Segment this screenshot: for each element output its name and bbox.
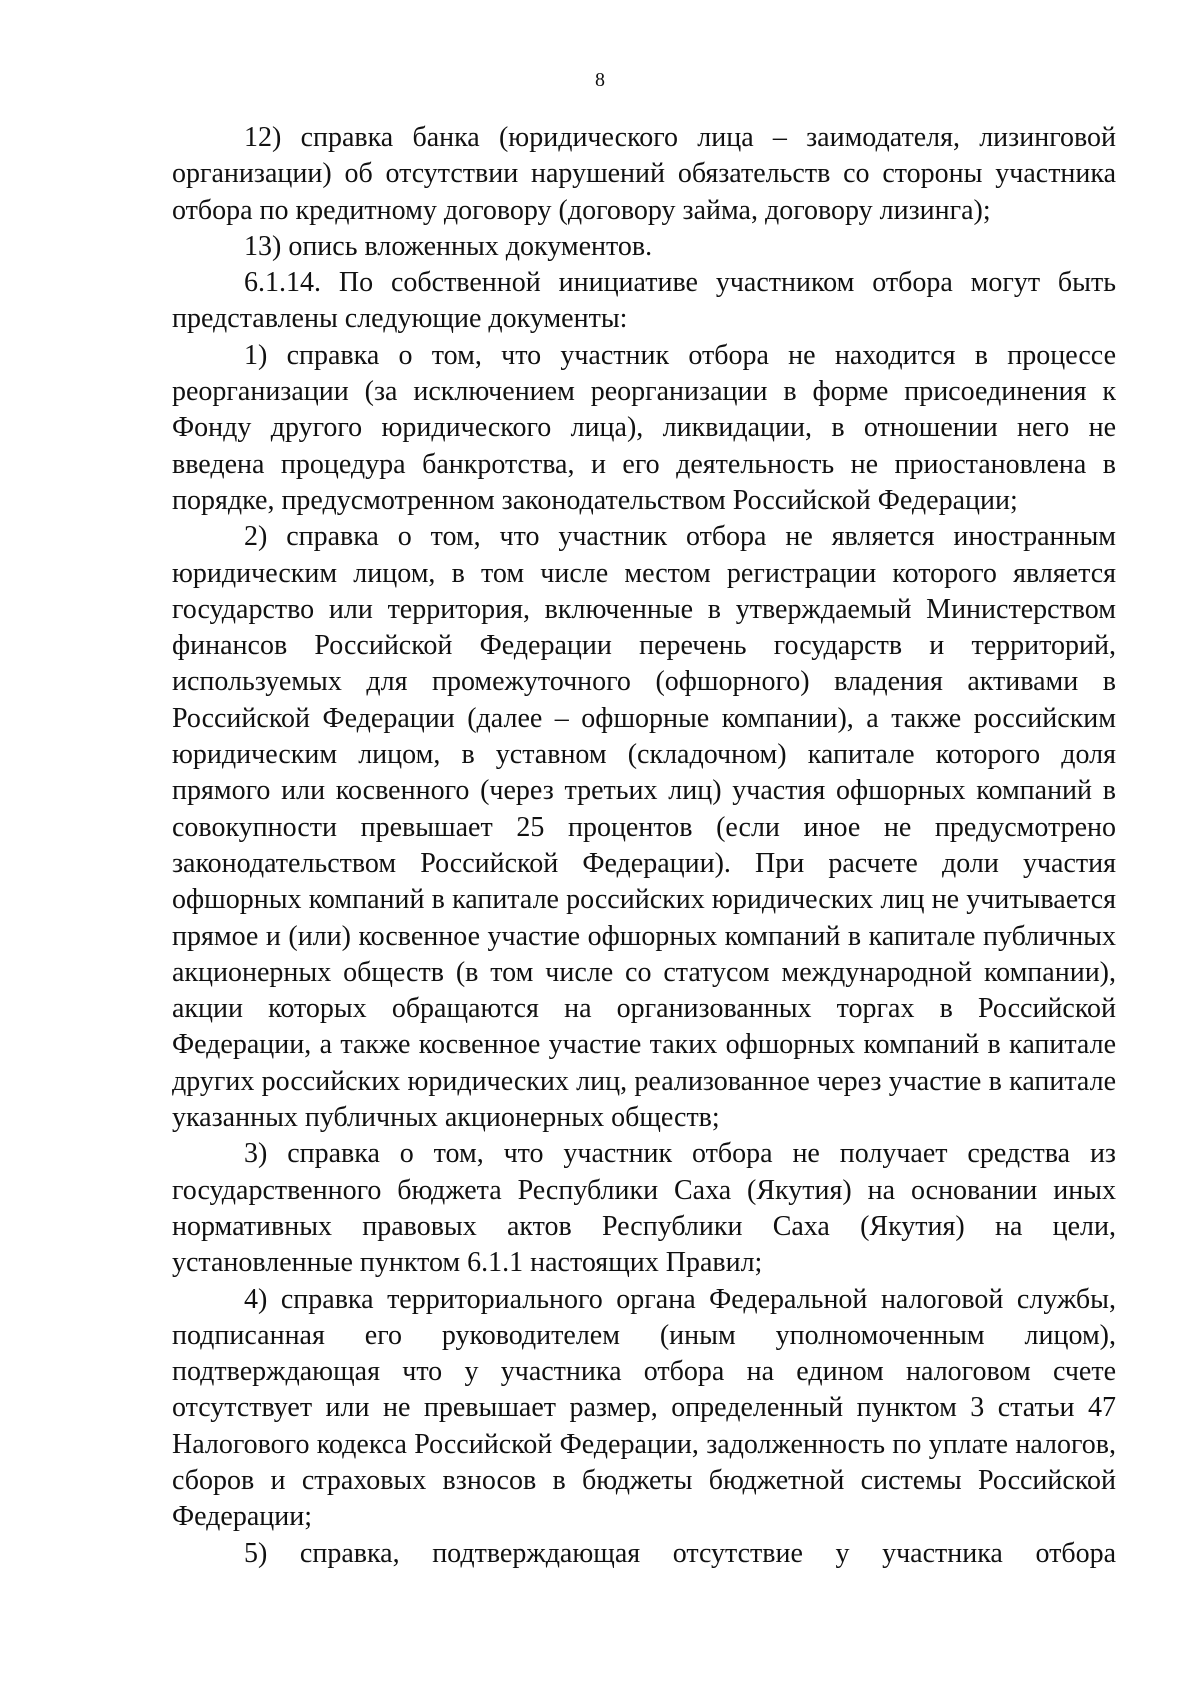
paragraph-subitem-4: 4) справка территориального органа Федеральной налоговой службы, подписанная его руководителем (иным уполномоченным лицом), подтверждающая что у участника отбора на едином налоговом счете отсутствует или не превышает размер, определенный пунктом 3 статьи 47 Налогового кодекса Российской Федерации, задолженность по уплате налогов, сборов и страховых взносов в бюджеты бюджетной системы Российской Федерации; [172,1283,1116,1533]
paragraph-subitem-2: 2) справка о том, что участник отбора не является иностранным юридическим лицом, в том числе местом регистрации которого является государство или территория, включенные в утверждаемый Министерством финансов Российской Федерации перечень государств и территорий, используемых для промежуточного (офшорного) владения активами в Российской Федерации (далее – офшорные компании), а также российским юридическим лицом, в уставном (складочном) капитале которого доля прямого или косвенного (через третьих лиц) участия офшорных компаний в совокупности превышает 25 процентов (если иное не предусмотрено законодательством Российской Федерации). При расчете доли участия офшорных компаний в капитале российских юридических лиц не учитывается прямое и (или) косвенное участие офшорных компаний в капитале публичных акционерных обществ (в том числе со статусом международной компании), акции которых обращаются на организованных торгах в Российской Федерации, а также косвенное участие таких офшорных компаний в капитале других российских юридических лиц, реализованное через участие в капитале указанных публичных акционерных обществ; [172,521,1116,1134]
paragraph-item-12: 12) справка банка (юридического лица – заимодателя, лизинговой организации) об отсутствии нарушений обязательств со стороны участника отбора по кредитному договору (договору займа, договору лизинга); [172,122,1116,226]
document-body [172,120,1116,1572]
paragraph-subitem-3: 3) справка о том, что участник отбора не получает средства из государственного бюджета Республики Саха (Якутия) на основании иных нормативных правовых актов Республики Саха (Якутия) на цели, установленные пунктом 6.1.1 настоящих Правил; [172,1138,1116,1279]
paragraph-section-6-1-14: 6.1.14. По собственной инициативе участником отбора могут быть представлены следующие документы: [172,267,1116,335]
paragraph-subitem-5: 5) справка, подтверждающая отсутствие у участника отбора [244,1537,1116,1569]
page-number: 8 [595,69,605,91]
paragraph-subitem-1: 1) справка о том, что участник отбора не находится в процессе реорганизации (за исключением реорганизации в форме присоединения к Фонду другого юридического лица), ликвидации, в отношении него не введена процедура банкротства, и его деятельность не приостановлена в порядке, предусмотренном законодательством Российской Федерации; [172,339,1116,516]
paragraph-item-13: 13) опись вложенных документов. [244,230,653,262]
